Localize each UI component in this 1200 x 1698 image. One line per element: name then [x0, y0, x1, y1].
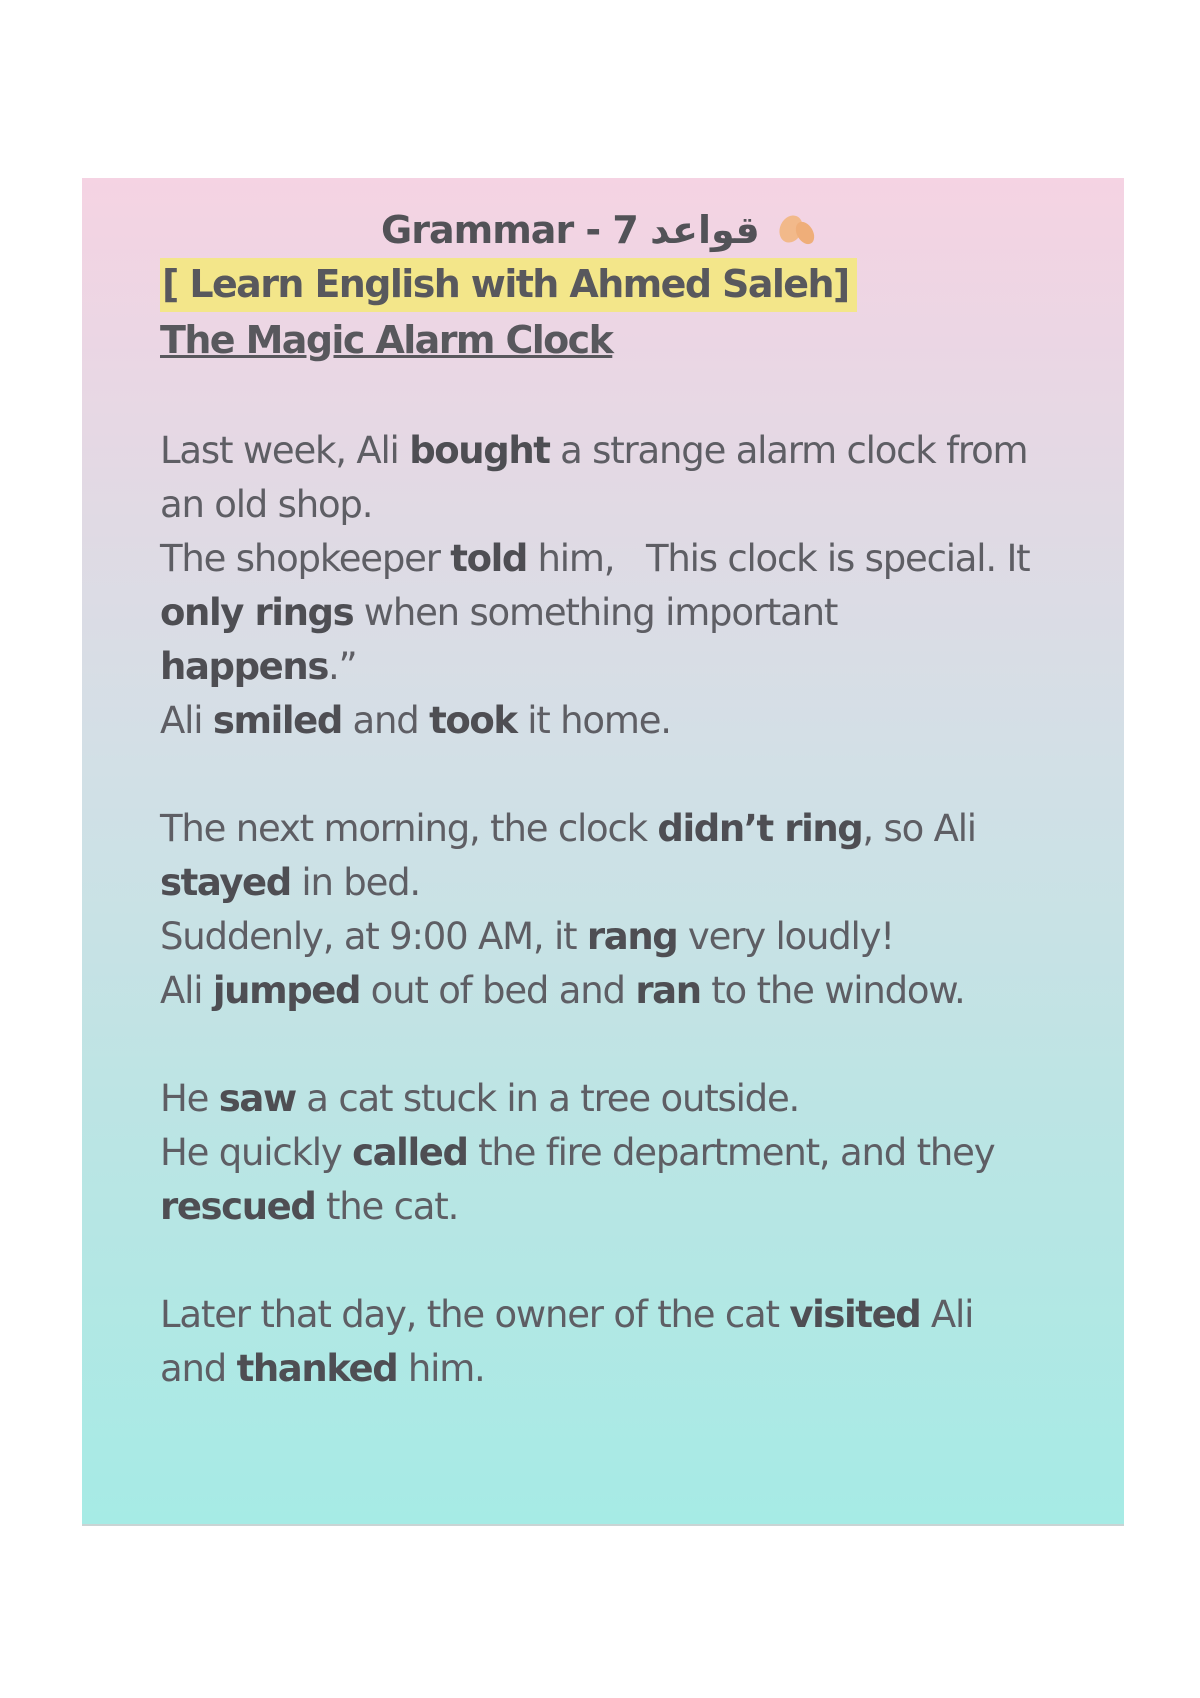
leaf-icon	[775, 211, 819, 258]
page-title	[160, 208, 1040, 258]
paragraph: Ali smiled and took it home.	[160, 699, 671, 742]
paragraph: Later that day, the owner of the cat visited Ali and thanked him.	[160, 1293, 974, 1390]
paragraph: The shopkeeper told him, This clock is special. It only rings when something important happens.”	[160, 537, 1030, 688]
paragraph: He saw a cat stuck in a tree outside.	[160, 1077, 800, 1120]
title-english: Grammar - 7	[381, 208, 638, 252]
story-title: The Magic Alarm Clock	[160, 318, 613, 362]
paragraph: The next morning, the clock didn’t ring, so Ali stayed in bed. Suddenly, at 9:00 AM, it rang very loudly! Ali jumped out of bed and ran to the window.	[160, 807, 976, 1012]
paragraph: He quickly called the fire department, and they rescued the cat.	[160, 1131, 995, 1228]
paragraph: Last week, Ali bought a strange alarm clock from an old shop.	[160, 429, 1028, 526]
author-banner: [ Learn English with Ahmed Saleh]	[160, 258, 857, 312]
title-arabic: قواعد	[650, 208, 760, 252]
